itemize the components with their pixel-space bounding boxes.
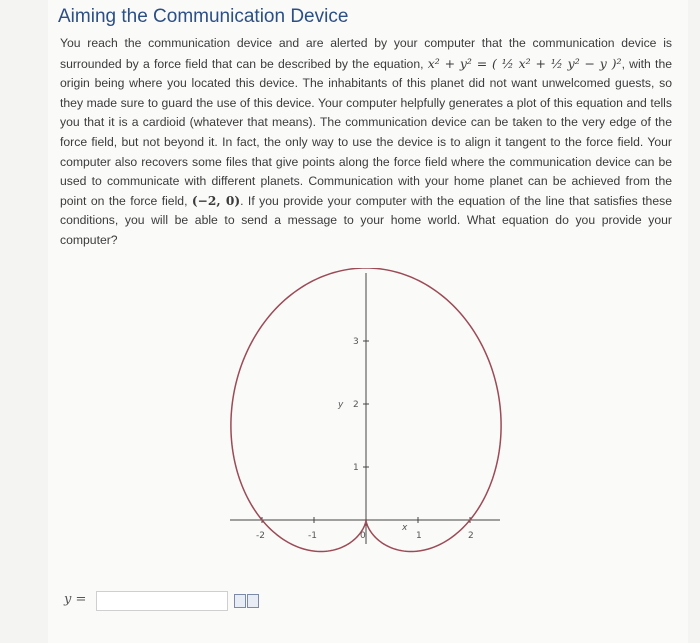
preview-icon[interactable]: [247, 594, 259, 608]
problem-title: Aiming the Communication Device: [58, 6, 349, 27]
equation-editor-icon[interactable]: [234, 594, 246, 608]
x-tick-label: 0: [360, 531, 366, 541]
x-tick-label: 2: [468, 531, 474, 541]
cardioid-equation: x² + y² = ( ½ x² + ½ y² − y )²: [427, 55, 622, 71]
problem-text: [60, 34, 672, 251]
x-tick-label: -2: [256, 531, 265, 541]
x-tick-label: 1: [416, 531, 422, 541]
problem-text-part-2: , with the origin being where you located this device. The inhabitants of this planet did not want unwelcomed guests, so they made sure to guard the use of this device. Your computer helpfully generates a plot of this equation and tells you that it is a cardioid (whatever that means). The communication device can be taken to the very edge of the force field, but not beyond it. In fact, the only way to use the device is to align it tangent to the force field. Your computer also recovers some files that give points along the force field where the communication device can be used to communicate with different planets. Communication with your home planet can be achieved from the point on the force field,: [60, 56, 672, 208]
y-tick-label: 1: [353, 463, 359, 473]
y-axis-label: y: [338, 400, 344, 410]
answer-variable-label: y =: [64, 592, 87, 607]
tangent-point: (−2, 0): [191, 193, 241, 208]
y-tick-label: 3: [353, 337, 359, 347]
y-tick-label: 2: [353, 400, 359, 410]
problem-text-part-1: You reach the communication device and are alerted by your computer that the communication device is surrounded by a force field that can be described by the equation,: [60, 36, 672, 71]
problem-text-part-3: . If you provide your computer with the equation of the line that satisfies these conditions, you will be able to send a message to your home world. What equation do you provide your computer?: [60, 193, 672, 247]
x-axis-label: x: [402, 523, 408, 533]
answer-input[interactable]: [96, 591, 228, 611]
cardioid-graph: [220, 268, 510, 558]
x-tick-label: -1: [308, 531, 317, 541]
